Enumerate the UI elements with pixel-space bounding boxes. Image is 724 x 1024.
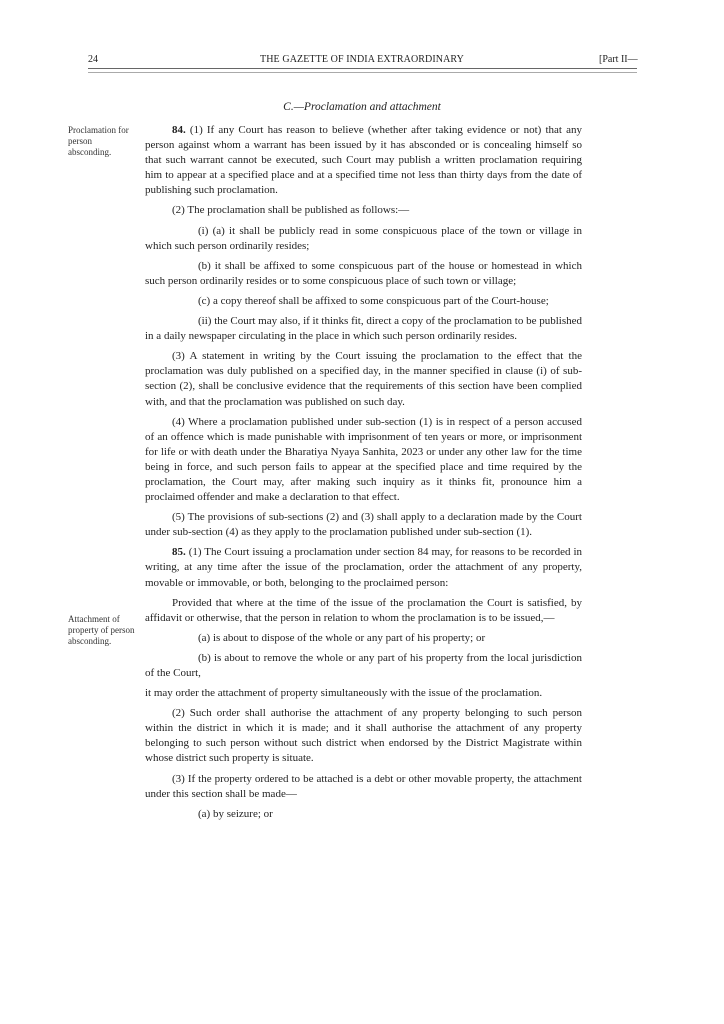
s85-clause-a: (a) is about to dispose of the whole or any part of his property; or [198,631,486,644]
section-number: 85. [172,546,186,559]
s85-subsection-3: (3) If the property ordered to be attached is a debt or other movable property, the attachment under this section shall be made— [145,772,582,800]
s84-clause-b: (b) it shall be affixed to some conspicuous part of the house or homestead in which such person ordinarily resides or to some conspicuous place of such town or village; [145,259,582,287]
gazette-title: THE GAZETTE OF INDIA EXTRAORDINARY [260,54,464,65]
s85-clause-b: (b) is about to remove the whole or any part of his property from the local jurisdiction of the Court, [145,651,582,679]
s84-subsection-5: (5) The provisions of sub-sections (2) and (3) shall apply to a declaration made by the Court under sub-section (4) as they apply to the proclamation published under sub-section (1). [145,511,582,539]
s84-subsection-2: (2) The proclamation shall be published as follows:— [172,204,410,217]
s84-subsection-3: (3) A statement in writing by the Court issuing the proclamation to the effect that the proclamation was duly published on a specified day, in the manner specified in clause (i) of sub-section (2), shall be conclusive evidence that the requirements of this section have been complied with, and that the proclamation was published on such day. [145,350,582,408]
s85-proviso: Provided that where at the time of the issue of the proclamation the Court is satisfied, by affidavit or otherwise, that the person in relation to whom the proclamation is to be issued,— [145,596,582,624]
s84-clause-ii: (ii) the Court may also, if it thinks fit, direct a copy of the proclamation to be published in a daily newspaper circulating in the place in which such person ordinarily resides. [145,315,582,343]
document-body [145,123,582,822]
margin-note-s84: Proclamation for person absconding. [68,125,129,157]
s85-clause-3a: (a) by seizure; or [198,807,273,820]
chapter-heading: C.—Proclamation and attachment [283,101,441,113]
s84-subsection-4: (4) Where a proclamation published under sub-section (1) is in respect of a person accused of an offence which is made punishable with imprisonment of ten years or more, or imprisonment for life or with death under the Bharatiya Nyaya Sanhita, 2023 or under any other law for the time being in force, and such person fails to appear at the specified place and time required by the proclamation, the Court may, after making such inquiry as it thinks fit, pronounce him a proclaimed offender and make a declaration to that effect. [145,415,582,504]
s84-clause-c: (c) a copy thereof shall be affixed to some conspicuous part of the Court-house; [198,294,549,307]
margin-note-s85: Attachment of property of person absconding. [68,614,135,646]
s85-subsection-2: (2) Such order shall authorise the attachment of any property belonging to such person within the district in which it is made; and it shall authorise the attachment of any property belonging to such person without such district when endorsed by the District Magistrate within whose district such property is situate. [145,707,582,765]
s85-tail: it may order the attachment of property simultaneously with the issue of the proclamation. [145,687,543,700]
s85-subsection-1: 85. (1) The Court issuing a proclamation under section 84 may, for reasons to be recorded in writing, at any time after the issue of the proclamation, order the attachment of any property, movable or immovable, or both, belonging to the proclaimed person: [145,546,582,589]
s84-subsection-1: 84. (1) If any Court has reason to believe (whether after taking evidence or not) that any person against whom a warrant has been issued by it has absconded or is concealing himself so that such warrant cannot be executed, such Court may publish a written proclamation requiring him to appear at a specified place and at a specified time not less than thirty days from the date of publishing such proclamation. [145,124,583,197]
page-number: 24 [88,54,98,65]
s84-clause-i-a: (i) (a) it shall be publicly read in some conspicuous place of the town or village in which such person ordinarily resides; [145,224,582,252]
part-label: [Part II— [599,54,638,65]
header-rule [88,68,637,73]
section-number: 84. [172,124,186,136]
